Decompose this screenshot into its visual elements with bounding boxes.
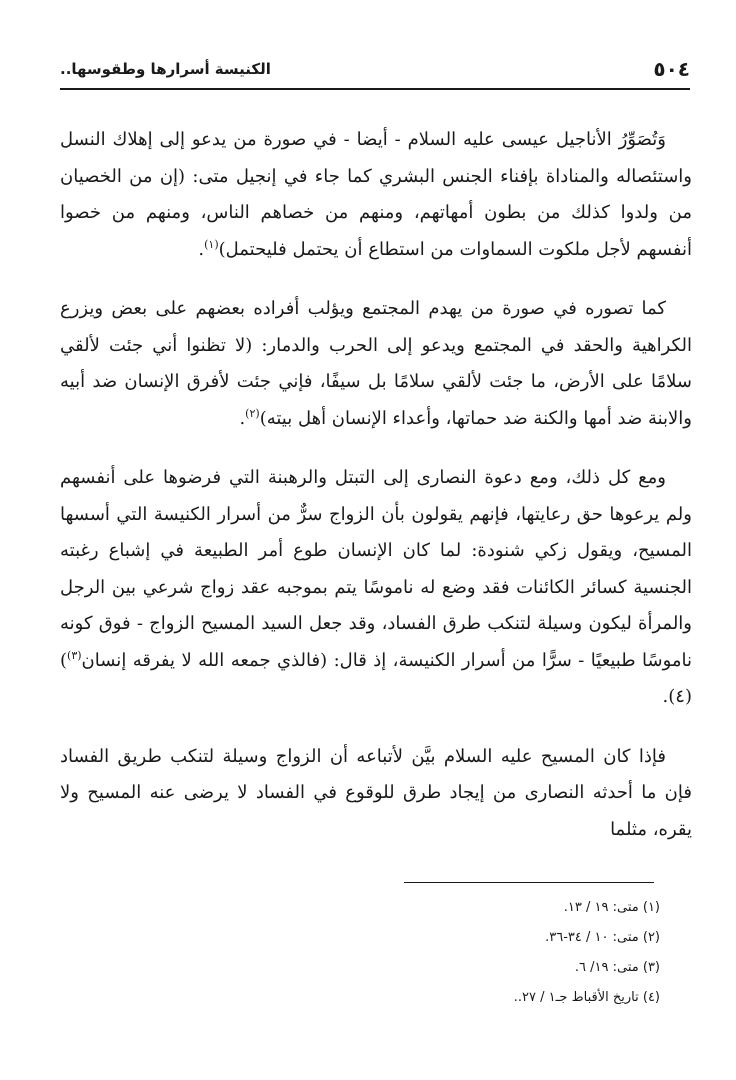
- footnote-ref: (٣): [67, 648, 82, 662]
- paragraph: [60, 291, 692, 437]
- footnote-ref: (١): [204, 237, 219, 251]
- paragraph-text: كما تصوره في صورة من يهدم المجتمع ويؤلب أفراده بعضهم على بعض ويزرع الكراهية والحقد في المجتمع ويدعو إلى الحرب والدمار: (لا تظنوا أني جئت لألقي سلامًا على الأرض، ما جئت لألقي سلامًا بل سيفًا، فإني جئت لأفرق الإنسان ضد أبيه والابنة ضد أمها والكنة ضد حماتها، وأعداء الإنسان أهل بيته): [60, 298, 692, 429]
- footnote: (٣) متى: ١٩/ ٦.: [574, 960, 660, 975]
- paragraph-tail: )(٤).: [60, 649, 692, 707]
- footnote: (١) متى: ١٩ / ١٣.: [563, 900, 660, 915]
- paragraph-tail: .: [198, 238, 205, 260]
- running-title: الكنيسة أسرارها وطقوسها..: [60, 60, 271, 78]
- page-number: ٥٠٤: [653, 57, 690, 81]
- footnote-rule: [404, 882, 654, 883]
- footnote: (٤) تاريخ الأقباط جـ١ / ٢٧..: [513, 990, 660, 1005]
- paragraph-text: وَتُصَوِّرُ الأناجيل عيسى عليه السلام - أيضا - في صورة من يدعو إلى إهلاك النسل واستئصاله والمناداة بإفناء الجنس البشري كما جاء في إنجيل متى: (إن من الخصيان من ولدوا كذلك من بطون أمهاتهم، ومنهم من خصاهم الناس، ومنهم من خصوا أنفسهم لأجل ملكوت السماوات من استطاع أن يحتمل فليحتمل): [60, 129, 692, 260]
- footnote: (٢) متى: ١٠ / ٣٤-٣٦.: [545, 930, 660, 945]
- paragraph: [60, 122, 692, 268]
- body-text: [60, 122, 692, 848]
- footnote-ref: (٢): [245, 406, 260, 420]
- paragraph: [60, 460, 692, 716]
- paragraph-text: ومع كل ذلك، ومع دعوة النصارى إلى التبتل والرهبنة التي فرضوها على أنفسهم ولم يرعوها حق رعايتها، فإنهم يقولون بأن الزواج سرٌّ من أسرار الكنيسة التي أسسها المسيح، ويقول زكي شنودة: لما كان الإنسان طوع أمر الطبيعة في إشباع رغبته الجنسية كسائر الكائنات فقد وضع له ناموسًا يتم بموجبه عقد زواج شرعي بين الرجل والمرأة ليكون وسيلة لتنكب طرق الفساد، وقد جعل السيد المسيح الزواج - فوق كونه ناموسًا طبيعيًا - سرًّا من أسرار الكنيسة، إذ قال: (فالذي جمعه الله لا يفرقه إنسان: [60, 467, 692, 671]
- paragraph: [60, 739, 692, 849]
- paragraph-tail: .: [239, 407, 246, 429]
- page-header: [60, 52, 690, 86]
- footnotes: [200, 893, 660, 1013]
- paragraph-text: فإذا كان المسيح عليه السلام بيَّن لأتباعه أن الزواج وسيلة لتنكب طريق الفساد فإن ما أحدثه النصارى من إيجاد طرق للوقوع في الفساد لا يرضى عنه المسيح ولا يقره، مثلما: [60, 745, 692, 840]
- header-rule: [60, 88, 690, 90]
